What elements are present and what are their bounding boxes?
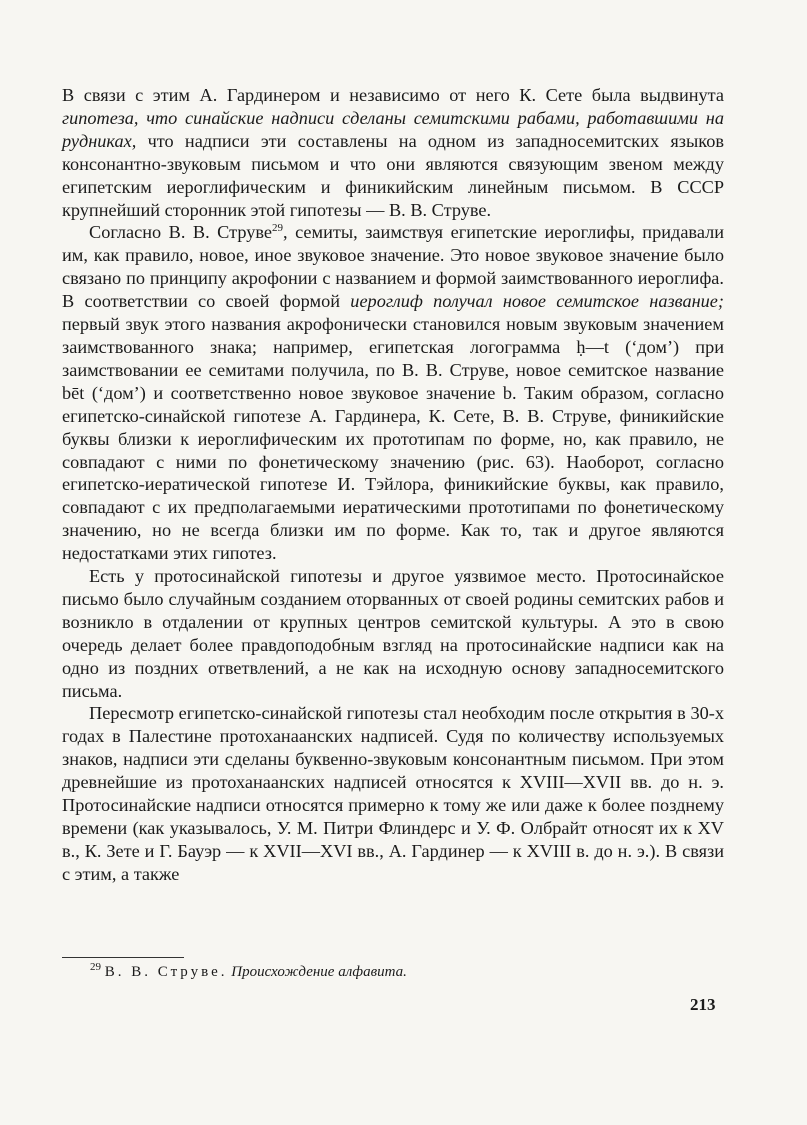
paragraph-1 — [62, 84, 724, 221]
page-number: 213 — [690, 995, 716, 1014]
footnote-divider — [62, 957, 184, 958]
italic-segment: гипотеза, что синайские надписи сделаны семитскими рабами, работавшими на рудниках, — [62, 107, 724, 151]
text-segment: что надписи эти составлены на одном из западносемитских языков консонантно-звуковым письмом и что они являются связующим звеном между египетским иероглифическим и финикийским линейным письмом. В СССР крупнейший сторонник этой гипотезы — В. В. Струве. — [62, 130, 724, 220]
paragraph-2 — [62, 221, 724, 565]
footnote-title: Происхождение алфавита. — [231, 964, 407, 980]
text-segment: Согласно В. В. Струве — [89, 222, 273, 243]
text-segment: , семиты, заимствуя египетские иероглифы, придавали им, как правило, новое, иное звуковое значение. Это новое звуковое значение было связано по принципу акрофонии с названием и формой заимствованного иероглифа. В соответствии со своей формой — [62, 222, 724, 312]
italic-segment: иероглиф получал новое семитское название; — [350, 291, 724, 312]
footnote-reference: 29 — [272, 222, 284, 235]
paragraph-3: Есть у протосинайской гипотезы и другое уязвимое место. Протосинайское письмо было случайным созданием оторванных от своей родины семитских рабов и возникло в отдалении от крупных центров семитской культуры. А это в свою очередь делает более правдоподобным взгляд на протосинайские надписи как на одно из поздних ответвлений, а не как на исходную основу западносемитского письма. — [62, 566, 724, 701]
text-segment: первый звук этого названия акрофонически становился новым звуковым значением заимствованного знака; например, египетская логограмма ḥ—t (‘дом’) при заимствовании ее семитами получила, по В. В. Струве, новое семитское название bēt (‘дом’) и соответственно новое звуковое значение b. Таким образом, согласно египетско-синайской гипотезе А. Гардинера, К. Сете, В. В. Струве, финикийские буквы близки к иероглифическим их прототипам по форме, но, как правило, не совпадают с ними по фонетическому значению (рис. 63). Наоборот, согласно египетско-иератической гипотезе И. Тэйлора, финикийские буквы, как правило, совпадают с их предполагаемыми иератическими прототипами по фонетическому значению, но не всегда близки им по форме. Как то, так и другое являются недостатками этих гипотез. — [62, 314, 724, 564]
text-segment: В связи с этим А. Гардинером и независимо от него К. Сете была выдвинута — [62, 85, 724, 105]
footnote — [90, 962, 710, 982]
footnote-author: В. В. Струве. — [104, 964, 228, 980]
main-text — [62, 84, 724, 886]
paragraph-4: Пересмотр египетско-синайской гипотезы стал необходим после открытия в 30-х годах в Палестине протоханаанских надписей. Судя по количеству используемых знаков, надписи эти сделаны буквенно-звуковым консонантным письмом. При этом древнейшие из протоханаанских надписей относятся к XVIII—XVII вв. до н. э. Протосинайские надписи относятся примерно к тому же или даже к более позднему времени (как указывалось, У. М. Питри Флиндерс и У. Ф. Олбрайт относят их к XV в., К. Зете и Г. Бауэр — к XVII—XVI вв., А. Гардинер — к XVIII в. до н. э.). В связи с этим, а также — [62, 703, 724, 884]
footnote-mark: 29 — [90, 961, 101, 973]
